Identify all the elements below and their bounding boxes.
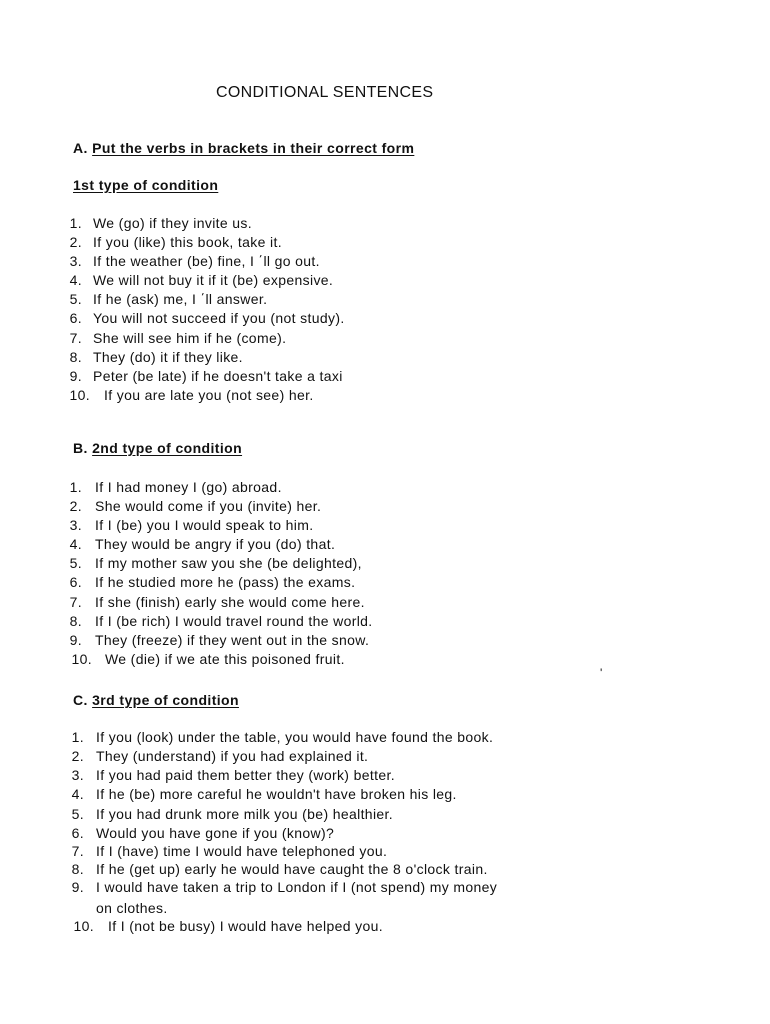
item-text: If I (be rich) I would travel round the world. — [95, 612, 373, 629]
item-number: 8. — [71, 861, 84, 877]
item-text: You will not succeed if you (not study). — [93, 310, 345, 327]
item-number: 5. — [69, 555, 82, 572]
item-text: She will see him if he (come). — [93, 329, 287, 346]
item-number: 5. — [69, 291, 82, 308]
item-number: 1. — [71, 729, 84, 745]
item-number: 4. — [69, 272, 82, 289]
item-text: Would you have gone if you (know)? — [96, 825, 335, 841]
item-text: If I (not be busy) I would have helped you. — [108, 918, 383, 934]
item-text: If I (have) time I would have telephoned you. — [96, 843, 388, 859]
item-number: 6. — [69, 574, 82, 591]
item-number: 2. — [69, 498, 82, 515]
section-a-subheading: 1st type of condition — [73, 177, 219, 193]
item-text: We (go) if they invite us. — [93, 215, 253, 231]
item-text: If my mother saw you she (be delighted), — [95, 555, 362, 572]
item-text: If you had paid them better they (work) better. — [96, 767, 395, 783]
item-number: 1. — [69, 215, 82, 231]
item-number: 10. — [71, 650, 92, 667]
item-number: 10. — [69, 386, 90, 403]
item-number: 5. — [71, 805, 84, 822]
item-number: 9. — [69, 367, 82, 384]
section-b-heading — [73, 440, 242, 456]
item-number: 2. — [71, 748, 84, 764]
item-text: If he studied more he (pass) the exams. — [95, 574, 356, 591]
item-text: If the weather (be) fine, I ΄ll go out. — [93, 253, 320, 270]
section-a-heading — [73, 140, 414, 156]
item-text: If you (like) this book, take it. — [93, 234, 282, 251]
item-text: I would have taken a trip to London if I (not spend) my money — [96, 879, 498, 895]
section-c-heading — [73, 692, 239, 708]
item-number: 7. — [69, 329, 82, 346]
item-number: 8. — [69, 612, 82, 629]
item-text: If he (get up) early he would have caught the 8 o'clock train. — [96, 861, 488, 877]
item-text: If you (look) under the table, you would have found the book. — [96, 729, 494, 745]
item-number: 7. — [69, 593, 82, 610]
item-number: 9. — [71, 879, 84, 895]
item-number: 3. — [69, 253, 82, 270]
item-text: They (do) it if they like. — [93, 348, 243, 365]
item-text: We will not buy it if it (be) expensive. — [93, 272, 334, 289]
section-b-letter: B. — [73, 440, 88, 456]
item-text: If he (be) more careful he wouldn't have broken his leg. — [96, 786, 457, 802]
item-text: If you had drunk more milk you (be) healthier. — [96, 805, 394, 822]
section-b-title: 2nd type of condition — [92, 440, 243, 456]
section-c-title: 3rd type of condition — [92, 692, 239, 708]
item-text: If he (ask) me, I ΄ll answer. — [93, 291, 268, 308]
item-number: 3. — [71, 767, 84, 783]
item-text: We (die) if we ate this poisoned fruit. — [105, 650, 345, 667]
item-text: She would come if you (invite) her. — [95, 498, 322, 515]
item-number: 10. — [73, 918, 94, 934]
item-number: 1. — [69, 479, 82, 495]
item-text: They (understand) if you had explained it. — [96, 748, 369, 764]
item-number: 3. — [69, 517, 82, 534]
section-c-letter: C. — [73, 692, 88, 708]
item-text: on clothes. — [96, 900, 168, 916]
item-text: If she (finish) early she would come here. — [95, 593, 365, 610]
item-number: 7. — [71, 843, 84, 859]
item-text: Peter (be late) if he doesn't take a taxi — [93, 367, 343, 384]
item-text: If I (be) you I would speak to him. — [95, 517, 314, 534]
item-number: 6. — [71, 825, 84, 841]
item-text: They (freeze) if they went out in the snow. — [95, 631, 370, 648]
section-a-letter: A. — [73, 140, 88, 156]
stray-mark: ' — [600, 666, 603, 680]
item-number: 4. — [71, 786, 84, 802]
item-text: If you are late you (not see) her. — [104, 386, 314, 403]
item-number: 6. — [69, 310, 82, 327]
item-number: 8. — [69, 348, 82, 365]
page-title: CONDITIONAL SENTENCES — [216, 84, 434, 101]
section-a-title: Put the verbs in brackets in their correct form — [92, 140, 415, 156]
item-number: 4. — [69, 536, 82, 553]
item-text: They would be angry if you (do) that. — [95, 536, 336, 553]
item-number: 9. — [69, 631, 82, 648]
item-text: If I had money I (go) abroad. — [95, 479, 282, 495]
item-number: 2. — [69, 234, 82, 251]
